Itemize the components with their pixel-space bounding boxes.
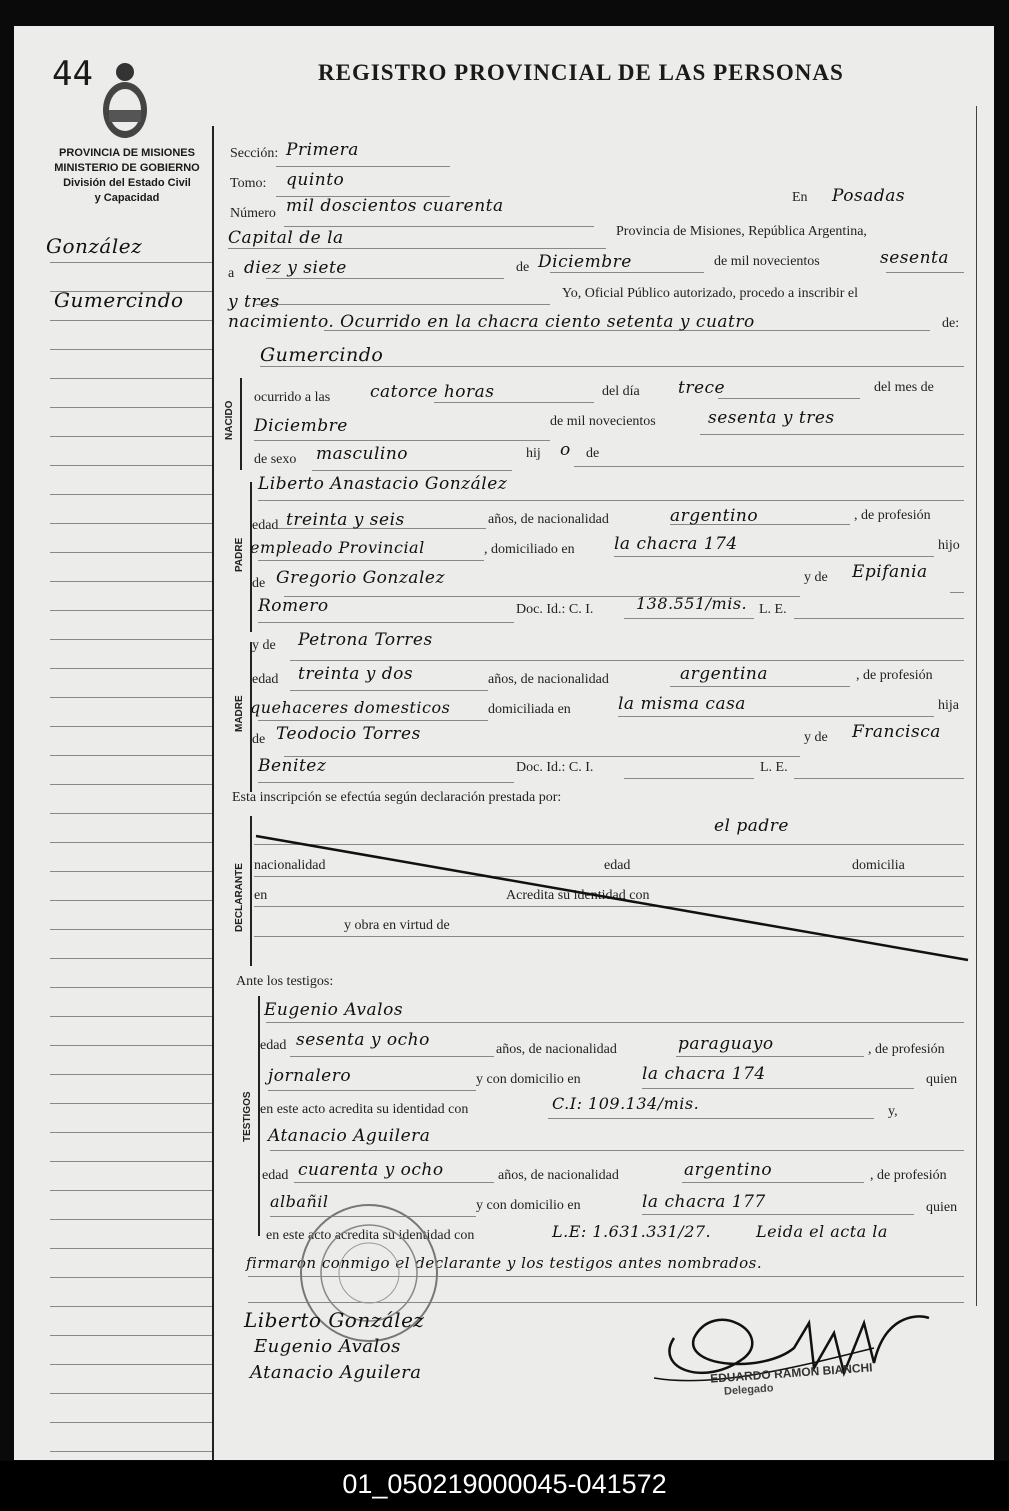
value-mes: Diciembre	[538, 252, 632, 272]
signature-testigo2: Atanacio Aguilera	[250, 1362, 422, 1383]
padre-madre-a: Epifania	[852, 562, 928, 582]
margin-rule	[50, 1103, 212, 1104]
margin-rule	[50, 639, 212, 640]
label-ocurrido: ocurrido a las	[254, 390, 331, 405]
margin-rule	[50, 494, 212, 495]
label-t1-profesion: , de profesión	[868, 1042, 945, 1057]
label-madre-profesion: , de profesión	[856, 668, 933, 683]
side-label-testigos: TESTIGOS	[242, 1091, 253, 1142]
label-nacionalidad: nacionalidad	[254, 858, 326, 873]
testigo2-domicilio: la chacra 177	[642, 1192, 766, 1212]
margin-rule	[50, 1393, 212, 1394]
label-hijo: hijo	[938, 538, 960, 553]
padre-edad: treinta y seis	[286, 510, 405, 530]
padre-padre: Gregorio Gonzalez	[276, 568, 445, 588]
label-madre-y-de2: y de	[804, 730, 828, 745]
label-en2: en	[254, 888, 268, 903]
label-madre-domiciliada: domiciliada en	[488, 702, 571, 717]
label-t2-anos: años, de nacionalidad	[498, 1168, 619, 1183]
form-rule	[624, 618, 754, 619]
label-sexo: de sexo	[254, 452, 297, 467]
form-rule	[260, 366, 964, 367]
label-hij: hij	[526, 446, 541, 461]
form-rule	[624, 778, 754, 779]
testigo1-nacionalidad: paraguayo	[678, 1034, 774, 1054]
margin-rule	[50, 929, 212, 930]
form-rule	[312, 470, 512, 471]
label-de-mil: de mil novecientos	[714, 254, 820, 269]
margin-rule	[50, 262, 212, 263]
form-rule	[718, 398, 860, 399]
form-rule	[886, 272, 964, 273]
label-declaracion: Esta inscripción se efectúa según declaración prestada por:	[232, 790, 562, 805]
label-obra: y obra en virtud de	[344, 918, 450, 933]
form-rule	[548, 1118, 874, 1119]
form-rule	[258, 782, 514, 783]
form-rule	[294, 1182, 494, 1183]
form-rule	[284, 226, 594, 227]
label-provincia: Provincia de Misiones, República Argentina,	[616, 224, 867, 239]
label-edad2: edad	[604, 858, 631, 873]
label-seccion: Sección:	[230, 146, 279, 161]
register-page	[14, 26, 994, 1460]
margin-rule	[50, 1277, 212, 1278]
form-rule	[290, 660, 964, 661]
form-rule	[258, 720, 488, 721]
label-madre-de: de	[252, 732, 266, 747]
declarante-nombre: el padre	[714, 816, 789, 836]
label-madre-le: L. E.	[760, 760, 788, 775]
form-rule	[266, 1022, 964, 1023]
closing-a: Leida el acta la	[756, 1222, 888, 1241]
label-yo: Yo, Oficial Público autorizado, procedo a inscribir el	[562, 286, 859, 301]
form-rule	[642, 1214, 914, 1215]
footer-id: 01_050219000045-041572	[342, 1469, 667, 1499]
page-number: 44	[52, 54, 93, 94]
margin-rule	[50, 1016, 212, 1017]
margin-rule	[50, 1132, 212, 1133]
signature-padre: Liberto González	[244, 1308, 425, 1332]
margin-rule	[50, 871, 212, 872]
form-rule	[276, 166, 450, 167]
margin-rule	[50, 900, 212, 901]
footer-bar	[0, 1461, 1009, 1511]
madre-edad: treinta y dos	[298, 664, 414, 684]
label-madre-edad: edad	[252, 672, 279, 687]
value-seccion: Primera	[286, 140, 359, 160]
value-anio-a: sesenta	[880, 248, 949, 268]
margin-rule	[50, 1190, 212, 1191]
testigo1-nombre: Eugenio Avalos	[264, 1000, 404, 1020]
side-label-padre: PADRE	[234, 537, 245, 572]
padre-nacionalidad: argentino	[670, 506, 759, 526]
cancel-diagonal-line	[254, 834, 974, 964]
side-label-declarante: DECLARANTE	[234, 863, 245, 932]
label-madre-anos: años, de nacionalidad	[488, 672, 609, 687]
label-padre-doc: Doc. Id.: C. I.	[516, 602, 594, 617]
testigo2-edad: cuarenta y ocho	[298, 1160, 444, 1180]
label-t2-profesion: , de profesión	[870, 1168, 947, 1183]
label-t1-acredita: en este acto acredita su identidad con	[260, 1102, 469, 1117]
form-rule	[228, 248, 606, 249]
signature-testigo1: Eugenio Avalos	[254, 1336, 401, 1357]
form-rule	[258, 500, 964, 501]
label-t2-quien: quien	[926, 1200, 958, 1215]
form-rule	[266, 278, 504, 279]
margin-rule	[50, 320, 212, 321]
padre-madre-b: Romero	[258, 596, 329, 616]
form-rule	[284, 756, 800, 757]
margin-rule	[50, 1045, 212, 1046]
label-padre-edad: edad	[252, 518, 279, 533]
testigo2-doc: L.E: 1.631.331/27.	[552, 1222, 712, 1241]
office-block	[42, 146, 212, 206]
form-rule	[258, 622, 514, 623]
madre-nacionalidad: argentina	[680, 664, 769, 684]
margin-rule	[50, 523, 212, 524]
label-tomo: Tomo:	[230, 176, 267, 191]
madre-domicilio: la misma casa	[618, 694, 746, 714]
office-capacity: y Capacidad	[94, 192, 160, 204]
label-padre-anos: años, de nacionalidad	[488, 512, 609, 527]
padre-nombre: Liberto Anastacio González	[258, 474, 508, 494]
madre-profesion: quehaceres domesticos	[250, 698, 451, 717]
value-hora: catorce horas	[370, 382, 495, 402]
form-rule	[618, 716, 934, 717]
document-title: REGISTRO PROVINCIAL DE LAS PERSONAS	[318, 60, 844, 85]
margin-rule	[50, 987, 212, 988]
office-province: PROVINCIA DE MISIONES	[59, 147, 195, 159]
declarante-bracket	[250, 816, 252, 966]
testigo1-domicilio: la chacra 174	[642, 1064, 766, 1084]
office-ministry: MINISTERIO DE GOBIERNO	[54, 162, 200, 174]
form-rule	[676, 1056, 864, 1057]
margin-rule	[50, 1248, 212, 1249]
label-del-dia: del día	[602, 384, 640, 399]
margin-rule	[50, 1074, 212, 1075]
value-mes-nac: Diciembre	[254, 416, 348, 436]
margin-rule	[50, 755, 212, 756]
label-de-colon: de:	[942, 316, 960, 331]
form-rule	[794, 778, 964, 779]
margin-rule	[50, 1451, 212, 1452]
margin-rule	[50, 1306, 212, 1307]
form-rule	[434, 402, 594, 403]
padre-ci: 138.551/mis.	[636, 594, 748, 613]
margin-rule	[50, 349, 212, 350]
margin-rule	[50, 465, 212, 466]
margin-rule	[50, 813, 212, 814]
margin-rule	[50, 407, 212, 408]
margin-rule	[50, 610, 212, 611]
madre-padre: Teodocio Torres	[276, 724, 421, 744]
testigo2-profesion: albañil	[270, 1192, 329, 1211]
value-anio-b: y tres	[228, 292, 280, 312]
form-rule	[290, 1056, 494, 1057]
margin-rule	[50, 697, 212, 698]
margin-rule	[50, 726, 212, 727]
label-y-comma: y,	[888, 1104, 898, 1119]
margin-rule	[50, 581, 212, 582]
value-dia: diez y siete	[244, 258, 347, 278]
padre-domicilio: la chacra 174	[614, 534, 738, 554]
label-hija: hija	[938, 698, 959, 713]
label-padre-domiciliado: , domiciliado en	[484, 542, 575, 557]
form-rule	[670, 686, 850, 687]
madre-nombre: Petrona Torres	[298, 630, 433, 650]
label-de2: de	[586, 446, 600, 461]
label-madre-doc: Doc. Id.: C. I.	[516, 760, 594, 775]
value-capital: Capital de la	[228, 228, 344, 248]
form-rule	[614, 556, 934, 557]
margin-rule	[50, 552, 212, 553]
label-t2-edad: edad	[262, 1168, 289, 1183]
value-lugar: Posadas	[832, 186, 906, 206]
form-rule	[268, 1090, 476, 1091]
value-nombre: Gumercindo	[260, 344, 384, 366]
label-a: a	[228, 266, 235, 281]
testigo1-doc: C.I: 109.134/mis.	[552, 1094, 700, 1113]
madre-bracket	[250, 642, 252, 792]
margin-surname: González	[46, 234, 143, 258]
form-rule	[574, 466, 964, 467]
margin-rule	[50, 958, 212, 959]
label-padre-y-de: y de	[804, 570, 828, 585]
label-testigos: Ante los testigos:	[236, 974, 334, 989]
label-domicilia: domicilia	[852, 858, 905, 873]
side-label-madre: MADRE	[234, 695, 245, 732]
coat-of-arms-icon	[98, 58, 152, 142]
testigo1-edad: sesenta y ocho	[296, 1030, 430, 1050]
label-t2-acredita: en este acto acredita su identidad con	[266, 1228, 475, 1243]
office-division: División del Estado Civil	[63, 177, 191, 189]
label-madre-y-de: y de	[252, 638, 276, 653]
form-rule	[290, 690, 488, 691]
testigo2-nombre: Atanacio Aguilera	[268, 1126, 431, 1146]
label-t1-quien: quien	[926, 1072, 958, 1087]
value-acto: nacimiento. Ocurrido en la chacra ciento setenta y cuatro	[228, 312, 755, 332]
margin-rule	[50, 1335, 212, 1336]
closing-b: firmaron conmigo el declarante y los testigos antes nombrados.	[246, 1254, 763, 1272]
value-numero: mil doscientos cuarenta	[286, 196, 504, 216]
stamp-role: Delegado	[723, 1382, 774, 1398]
label-en: En	[792, 190, 808, 205]
value-anio-nac: sesenta y tres	[708, 408, 835, 428]
label-de: de	[516, 260, 530, 275]
label-del-mes: del mes de	[874, 380, 934, 395]
nacido-bracket	[240, 378, 242, 470]
right-border	[976, 106, 977, 1306]
form-rule	[700, 434, 964, 435]
form-rule	[254, 440, 550, 441]
value-sexo: masculino	[316, 444, 409, 464]
side-label-nacido: NACIDO	[224, 400, 235, 440]
label-t1-edad: edad	[260, 1038, 287, 1053]
label-numero: Número	[230, 206, 276, 221]
label-t1-domicilio: y con domicilio en	[476, 1072, 581, 1087]
margin-rule	[50, 1364, 212, 1365]
stamp-name: EDUARDO RAMON BIANCHI	[709, 1360, 873, 1386]
label-padre-le: L. E.	[759, 602, 787, 617]
value-dia-nac: trece	[678, 378, 726, 398]
madre-madre-b: Benitez	[258, 756, 327, 776]
label-padre-profesion: , de profesión	[854, 508, 931, 523]
padre-bracket	[250, 482, 252, 632]
label-t2-domicilio: y con domicilio en	[476, 1198, 581, 1213]
form-rule	[258, 560, 484, 561]
margin-rule	[50, 784, 212, 785]
form-rule	[550, 272, 704, 273]
form-rule	[256, 304, 550, 305]
madre-madre-a: Francisca	[852, 722, 941, 742]
margin-border	[212, 126, 214, 1460]
form-rule	[682, 1182, 864, 1183]
label-t1-anos: años, de nacionalidad	[496, 1042, 617, 1057]
testigo1-profesion: jornalero	[268, 1066, 352, 1086]
margin-rule	[50, 378, 212, 379]
form-rule	[794, 618, 964, 619]
label-de-mil2: de mil novecientos	[550, 414, 656, 429]
margin-rule	[50, 1161, 212, 1162]
label-acredita: Acredita su identidad con	[506, 888, 650, 903]
value-tomo: quinto	[286, 170, 345, 190]
margin-rule	[50, 668, 212, 669]
form-rule	[270, 1150, 964, 1151]
form-rule	[950, 592, 964, 593]
testigo2-nacionalidad: argentino	[684, 1160, 773, 1180]
margin-rule	[50, 842, 212, 843]
margin-rule	[50, 436, 212, 437]
value-hij-suffix: o	[560, 440, 571, 460]
form-rule	[642, 1088, 914, 1089]
margin-rule	[50, 1219, 212, 1220]
official-signature	[634, 1278, 934, 1408]
padre-profesion: empleado Provincial	[250, 538, 425, 557]
label-padre-de: de	[252, 576, 266, 591]
margin-given-name: Gumercindo	[54, 288, 184, 312]
margin-rule	[50, 1422, 212, 1423]
